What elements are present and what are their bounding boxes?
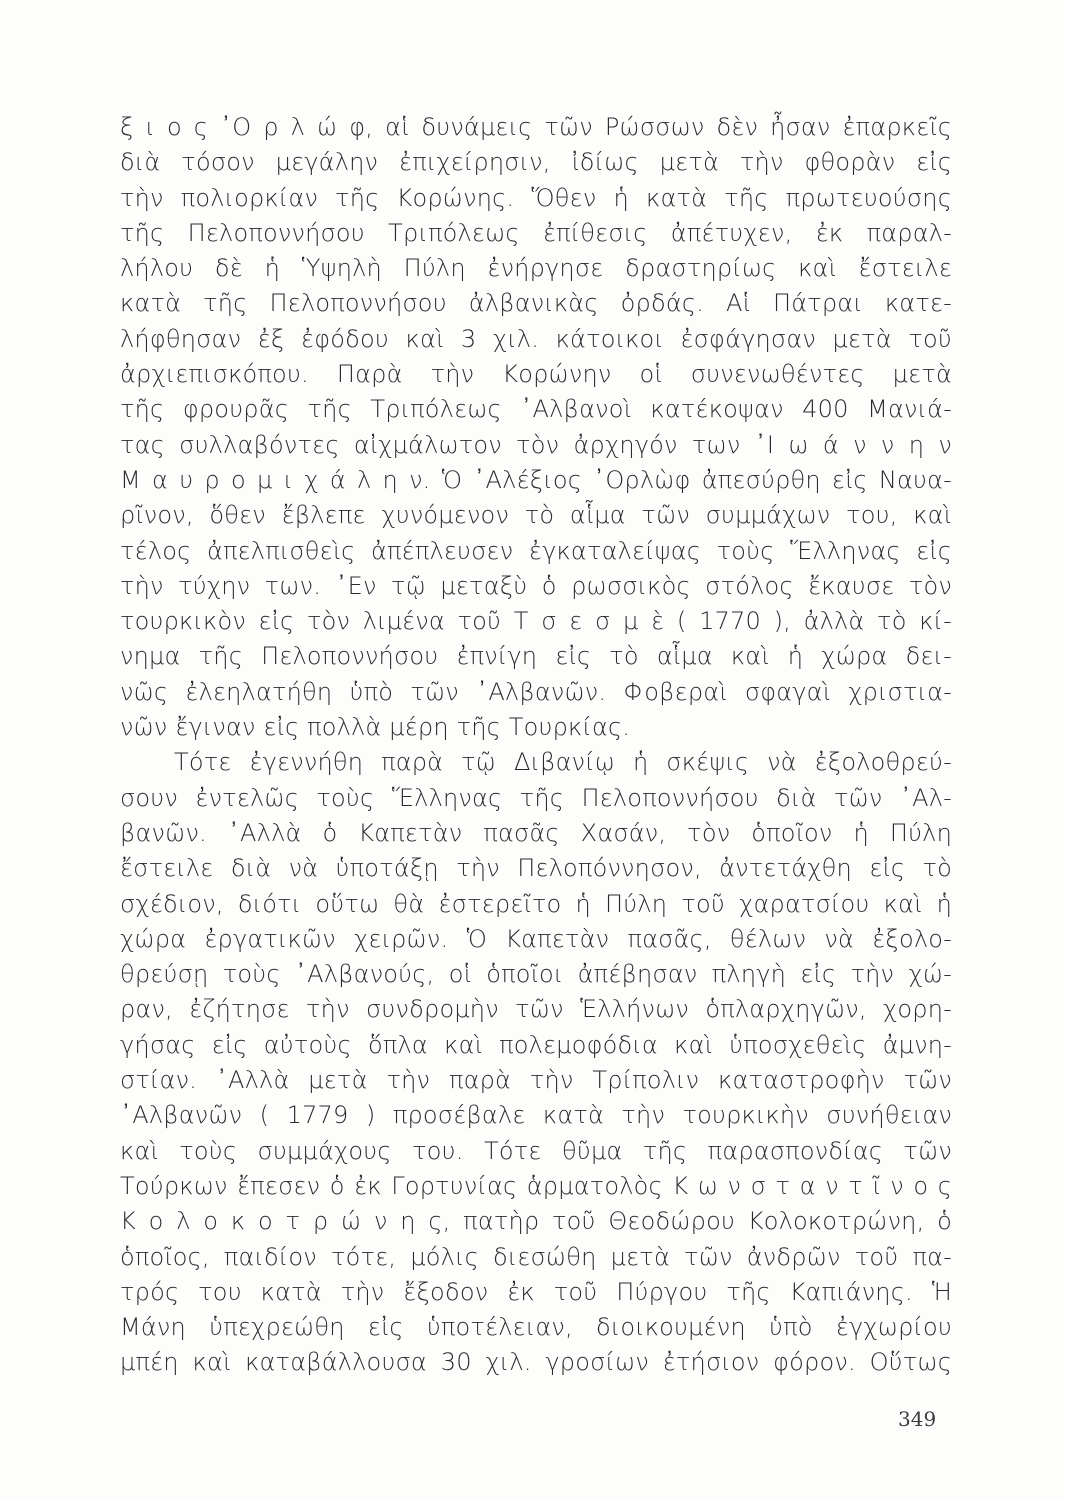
text-line-9: τῆς φρουρᾶς τῆς Τριπόλεως ᾿Αλβανοὶ κατέκοψαν 400 Μανιά- xyxy=(120,395,952,424)
text-line-30: καὶ τοὺς συμμάχους του. Τότε θῦμα τῆς παρασπονδίας τῶν xyxy=(120,1136,952,1165)
text-line-34: τρός του κατὰ τὴν ἔξοδον ἐκ τοῦ Πύργου τῆς Καπιάνης. Ἡ xyxy=(120,1277,952,1306)
text-line-16: νημα τῆς Πελοποννήσου ἐπνίγη εἰς τὸ αἷμα καὶ ἡ χώρα δει- xyxy=(120,642,952,671)
text-line-13: τέλος ἀπελπισθεὶς ἀπέπλευσεν ἐγκαταλείψας τοὺς Ἕλληνας εἰς xyxy=(120,536,952,565)
text-line-25: θρεύσῃ τοὺς ᾿Αλβανούς, οἱ ὁποῖοι ἀπέβησαν πληγὴ εἰς τὴν χώ- xyxy=(120,960,952,989)
text-line-8: ἀρχιεπισκόπου. Παρὰ τὴν Κορώνην οἱ συνενωθέντες μετὰ xyxy=(120,360,952,389)
text-line-7: λήφθησαν ἐξ ἐφόδου καὶ 3 χιλ. κάτοικοι ἐσφάγησαν μετὰ τοῦ xyxy=(120,324,952,353)
body-text xyxy=(120,110,952,1381)
text-line-35: Μάνη ὑπεχρεώθη εἰς ὑποτέλειαν, διοικουμένη ὑπὸ ἐγχωρίου xyxy=(120,1313,952,1342)
text-line-27: γήσας εἰς αὐτοὺς ὅπλα καὶ πολεμοφόδια καὶ ὑποσχεθεὶς ἀμνη- xyxy=(120,1030,952,1059)
text-line-23: σχέδιον, διότι οὕτω θὰ ἐστερεῖτο ἡ Πύλη τοῦ χαρατσίου καὶ ἡ xyxy=(120,889,952,918)
text-line-11: Μ α υ ρ ο μ ι χ ά λ η ν. Ὁ ᾿Αλέξιος ᾿Ορλὼφ ἀπεσύρθη εἰς Ναυα- xyxy=(120,465,952,494)
text-line-21: βανῶν. ᾿Αλλὰ ὁ Καπετὰν πασᾶς Χασάν, τὸν ὁποῖον ἡ Πύλη xyxy=(120,818,952,847)
text-line-4: τῆς Πελοποννήσου Τριπόλεως ἐπίθεσις ἀπέτυχεν, ἐκ παραλ- xyxy=(120,218,952,247)
text-line-28: στίαν. ᾿Αλλὰ μετὰ τὴν παρὰ τὴν Τρίπολιν καταστροφὴν τῶν xyxy=(120,1066,952,1095)
text-line-10: τας συλλαβόντες αἰχμάλωτον τὸν ἀρχηγόν των ᾿Ι ω ά ν ν η ν xyxy=(120,430,952,459)
text-line-19: Τότε ἐγεννήθη παρὰ τῷ Διβανίῳ ἡ σκέψις νὰ ἐξολοθρεύ- xyxy=(174,748,952,777)
text-line-17: νῶς ἐλεηλατήθη ὑπὸ τῶν ᾿Αλβανῶν. Φοβεραὶ σφαγαὶ χριστια- xyxy=(120,677,952,706)
text-line-20: σουν ἐντελῶς τοὺς Ἕλληνας τῆς Πελοποννήσου διὰ τῶν ᾿Αλ- xyxy=(120,783,952,812)
text-line-18: νῶν ἔγιναν εἰς πολλὰ μέρη τῆς Τουρκίας. xyxy=(120,713,631,742)
text-line-14: τὴν τύχην των. ᾿Εν τῷ μεταξὺ ὁ ρωσσικὸς στόλος ἔκαυσε τὸν xyxy=(120,571,952,600)
text-line-33: ὁποῖος, παιδίον τότε, μόλις διεσώθη μετὰ τῶν ἀνδρῶν τοῦ πα- xyxy=(120,1242,952,1271)
text-line-24: χώρα ἐργατικῶν χειρῶν. Ὁ Καπετὰν πασᾶς, θέλων νὰ ἐξολο- xyxy=(120,924,952,953)
text-line-22: ἔστειλε διὰ νὰ ὑποτάξῃ τὴν Πελοπόννησον, ἀντετάχθη εἰς τὸ xyxy=(120,854,952,883)
text-line-29: ᾿Αλβανῶν ( 1779 ) προσέβαλε κατὰ τὴν τουρκικὴν συνήθειαν xyxy=(120,1101,952,1130)
text-line-5: λήλου δὲ ἡ Ὑψηλὴ Πύλη ἐνήργησε δραστηρίως καὶ ἔστειλε xyxy=(120,254,952,283)
text-line-32: Κ ο λ ο κ ο τ ρ ώ ν η ς, πατὴρ τοῦ Θεοδώρου Κολοκοτρώνη, ὁ xyxy=(120,1207,952,1236)
text-line-36: μπέη καὶ καταβάλλουσα 30 χιλ. γροσίων ἐτήσιον φόρον. Οὕτως xyxy=(120,1348,952,1377)
page-number: 349 xyxy=(898,1407,937,1431)
text-line-1: ξ ι ο ς ᾿Ο ρ λ ώ φ, αἱ δυνάμεις τῶν Ρώσσων δὲν ἦσαν ἐπαρκεῖς xyxy=(120,113,952,141)
text-line-15: τουρκικὸν εἰς τὸν λιμένα τοῦ Τ σ ε σ μ ὲ ( 1770 ), ἀλλὰ τὸ κί- xyxy=(120,607,952,636)
text-line-31: Τούρκων ἔπεσεν ὁ ἐκ Γορτυνίας ἁρματολὸς Κ ω ν σ τ α ν τ ῖ ν ο ς xyxy=(120,1171,952,1200)
text-line-26: ραν, ἐζήτησε τὴν συνδρομὴν τῶν Ἑλλήνων ὁπλαρχηγῶν, χορη- xyxy=(120,995,952,1024)
text-line-6: κατὰ τῆς Πελοποννήσου ἀλβανικὰς ὀρδάς. Αἱ Πάτραι κατε- xyxy=(120,289,952,318)
text-line-3: τὴν πολιορκίαν τῆς Κορώνης. Ὅθεν ἡ κατὰ τῆς πρωτευούσης xyxy=(120,183,952,212)
text-line-12: ρῖνον, ὅθεν ἔβλεπε χυνόμενον τὸ αἷμα τῶν συμμάχων του, καὶ xyxy=(120,501,952,530)
text-line-2: διὰ τόσον μεγάλην ἐπιχείρησιν, ἰδίως μετὰ τὴν φθορὰν εἰς xyxy=(120,148,952,177)
